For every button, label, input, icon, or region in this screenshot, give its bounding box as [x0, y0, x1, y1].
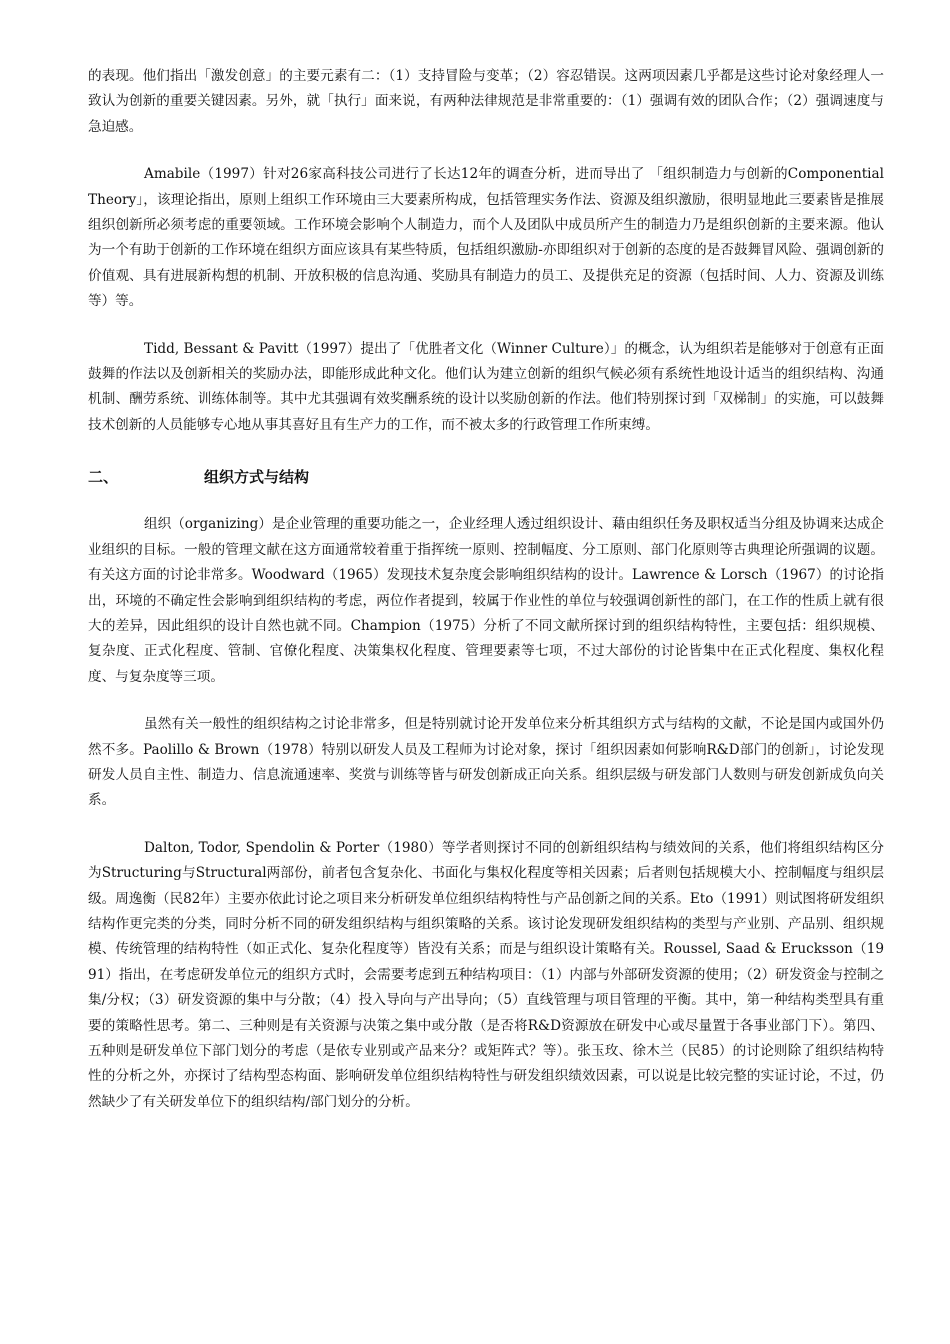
document-page — [88, 64, 884, 1115]
section-heading — [88, 464, 884, 490]
paragraph-6: Dalton, Todor, Spendolin & Porter（1980）等学者则探讨不同的创新组织结构与绩效间的关系，他们将组织结构区分为Structuring与Structural两部份，前者包含复杂化、书面化与集权化程度等相关因素；后者则包括规模大小、控制幅度与组织层级。周逸衡（民82年）主要亦依此讨论之项目来分析研发单位组织结构特性与产品创新之间的关系。Eto（1991）则试图将研发组织结构作更完类的分类，同时分析不同的研发组织结构与组织策略的关系。该讨论发现研发组织结构的类型与产业别、产品别、组织规模、传统管理的结构特性（如正式化、复杂化程度等）皆没有关系；而是与组织设计策略有关。Roussel, Saad & Erucksson（1991）指出，在考虑研发单位元的组织方式时，会需要考虑到五种结构项目：（1）内部与外部研发资源的使用；（2）研发资金与控制之集/分权；（3）研发资源的集中与分散；（4）投入导向与产出导向；（5）直线管理与项目管理的平衡。其中，第一种结构类型具有重要的策略性思考。第二、三种则是有关资源与决策之集中或分散（是否将R&D资源放在研发中心或尽量置于各事业部门下）。第四、五种则是研发单位下部门划分的考虑（是依专业别或产品来分？或矩阵式？等）。张玉玫、徐木兰（民85）的讨论则除了组织结构特性的分析之外，亦探讨了结构型态构面、影响研发单位组织结构特性与研发组织绩效因素，可以说是比较完整的实证讨论，不过，仍然缺少了有关研发单位下的组织结构/部门划分的分析。 — [88, 839, 884, 1110]
paragraph-3: Tidd, Bessant & Pavitt（1997）提出了「优胜者文化（Winner Culture）」的概念，认为组织若是能够对于创意有正面鼓舞的作法以及创新相关的奖励办法，即能形成此种文化。他们认为建立创新的组织气候必须有系统性地设计适当的组织结构、沟通机制、酬劳系统、训练体制等。其中尤其强调有效奖酬系统的设计以奖励创新的作法。他们特别探讨到「双梯制」的实施，可以鼓舞技术创新的人员能够专心地从事其喜好且有生产力的工作，而不被太多的行政管理工作所束缚。 — [88, 340, 884, 433]
section-title: 组织方式与结构 — [204, 468, 310, 487]
section-number: 二、 — [88, 468, 119, 487]
paragraph-5: 虽然有关一般性的组织结构之讨论非常多，但是特别就讨论开发单位来分析其组织方式与结构的文献，不论是国内或国外仍然不多。Paolillo & Brown（1978）特别以研发人员及工程师为讨论对象，探讨「组织因素如何影响R&D部门的创新」，讨论发现研发人员自主性、制造力、信息流通速率、奖赏与训练等皆与研发创新成正向关系。组织层级与研发部门人数则与研发创新成负向关系。 — [88, 716, 884, 809]
paragraph-2: Amabile（1997）针对26家高科技公司进行了长达12年的调查分析，进而导出了 「组织制造力与创新的Componential Theory」，该理论指出，原则上组织工作环境由三大要素所构成，包括管理实务作法、资源及组织激励，很明显地此三要素皆是推展组织创新所必须考虑的重要领域。工作环境会影响个人制造力，而个人及团队中成员所产生的制造力乃是组织创新的主要来源。他认为一个有助于创新的工作环境在组织方面应该具有某些特质，包括组织激励-亦即组织对于创新的态度的是否鼓舞冒风险、强调创新的价值观、具有进展新构想的机制、开放积极的信息沟通、奖励具有制造力的员工、及提供充足的资源（包括时间、人力、资源及训练等）等。 — [88, 166, 884, 310]
paragraph-1: 的表现。他们指出「激发创意」的主要元素有二：（1）支持冒险与变革；（2）容忍错误。这两项因素几乎都是这些讨论对象经理人一致认为创新的重要关键因素。另外，就「执行」面来说，有两种法律规范是非常重要的：（1）强调有效的团队合作；（2）强调速度与急迫感。 — [88, 68, 884, 135]
paragraph-4: 组织（organizing）是企业管理的重要功能之一，企业经理人透过组织设计、藉由组织任务及职权适当分组及协调来达成企业组织的目标。一般的管理文献在这方面通常较着重于指挥统一原则、控制幅度、分工原则、部门化原则等古典理论所强调的议题。有关这方面的讨论非常多。Woodward（1965）发现技术复杂度会影响组织结构的设计。Lawrence & Lorsch（1967）的讨论指出，环境的不确定性会影响到组织结构的考虑，两位作者提到，较属于作业性的单位与较强调创新性的部门，在工作的性质上就有很大的差异，因此组织的设计自然也就不同。Champion（1975）分析了不同文献所探讨到的组织结构特性，主要包括：组织规模、复杂度、正式化程度、管制、官僚化程度、决策集权化程度、管理要素等七项，不过大部份的讨论皆集中在正式化程度、集权化程度、与复杂度等三项。 — [88, 516, 884, 685]
